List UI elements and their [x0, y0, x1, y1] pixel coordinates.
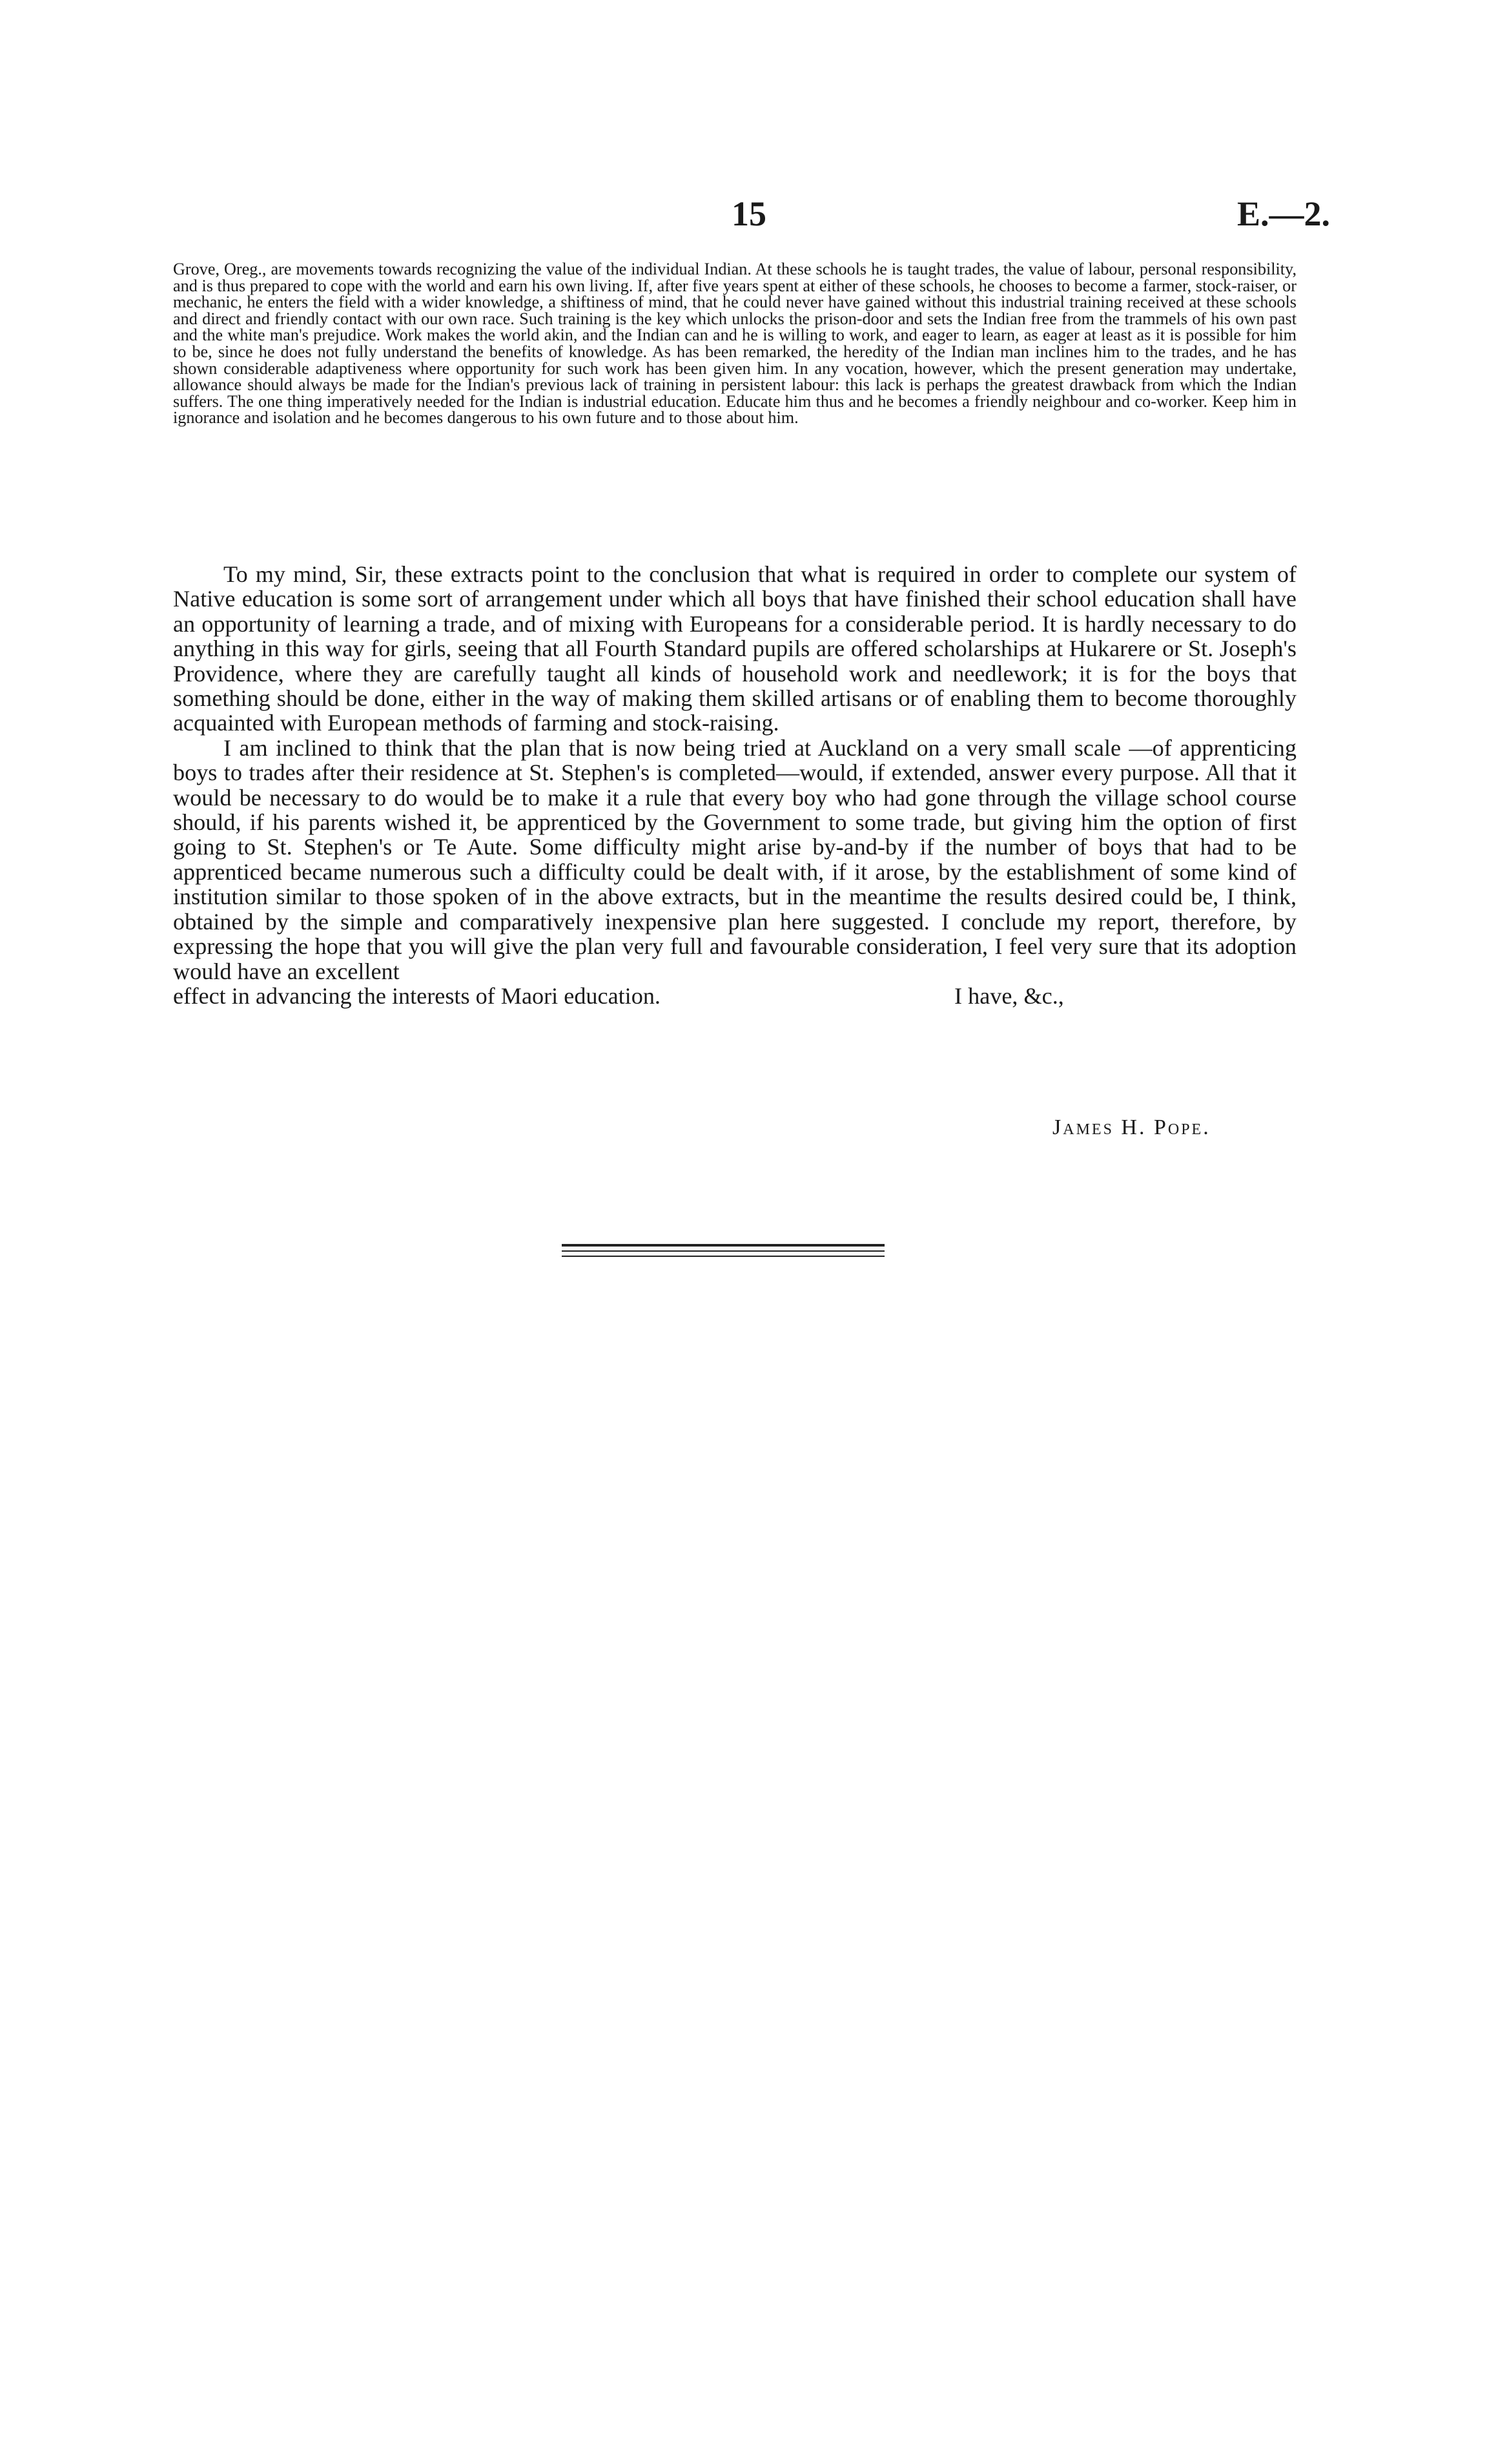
- closing-sentence: effect in advancing the interests of Maori education.: [173, 982, 661, 1009]
- closing-line: [173, 984, 1297, 1008]
- salutation: I have, &c.,: [954, 982, 1064, 1009]
- report-body: [173, 562, 1297, 1008]
- quoted-extract: Grove, Oreg., are movements towards recognizing the value of the individual Indian. At these schools he is taught trades, the value of labour, personal responsibility, and is thus prepared to cope with the world and earn his own living. If, after five years spent at either of these schools, he chooses to become a farmer, stock-raiser, or mechanic, he enters the field with a wider knowledge, a shiftiness of mind, that he could never have gained without this industrial training received at these schools and direct and friendly contact with our own race. Such training is the key which unlocks the prison-door and sets the Indian free from the trammels of his own past and the white man's prejudice. Work makes the world akin, and the Indian can and he is willing to work, and eager to learn, as eager at least as it is possible for him to be, since he does not fully understand the benefits of knowledge. As has been remarked, the heredity of the Indian man inclines him to the trades, and he has shown considerable adaptiveness where opportunity for such work has been given him. In any vocation, however, which the present generation may undertake, allowance should always be made for the Indian's previous lack of training in persistent labour: this lack is perhaps the greatest drawback from which the Indian suffers. The one thing imperatively needed for the Indian is industrial education. Educate him thus and he becomes a friendly neighbour and co-worker. Keep him in ignorance and isolation and he becomes dangerous to his own future and to those about him.: [173, 260, 1297, 428]
- series-code: E.—2.: [1236, 194, 1330, 233]
- paragraph-conclusion: To my mind, Sir, these extracts point to the conclusion that what is required in order to complete our system of Native education is some sort of arrangement under which all boys that have finished their school education shall have an opportunity of learning a trade, and of mixing with Europeans for a considerable period. It is hardly necessary to do anything in this way for girls, seeing that all Fourth Standard pupils are offered scholarships at Hukarere or St. Joseph's Providence, where they are carefully taught all kinds of household work and needlework; it is for the boys that something should be done, either in the way of making them skilled artisans or of enabling them to become thoroughly acquainted with European methods of farming and stock-raising.: [173, 561, 1297, 736]
- paragraph-apprenticeship-plan: I am inclined to think that the plan that is now being tried at Auckland on a very small scale —of apprenticing boys to trades after their residence at St. Stephen's is completed—would, if extended, answer every purpose. All that it would be necessary to do would be to make it a rule that every boy who had gone through the village school course should, if his parents wished it, be apprenticed by the Government to some trade, but giving him the option of first going to St. Stephen's or Te Aute. Some difficulty might arise by-and-by if the number of boys that had to be apprenticed became numerous such a difficulty could be dealt with, if it arose, by the establishment of some kind of institution similar to those spoken of in the above extracts, but in the meantime the results desired could be, I think, obtained by the simple and comparatively inexpensive plan here suggested. I conclude my report, therefore, by expressing the hope that you will give the plan very full and favourable consideration, I feel very sure that its adoption would have an excellent: [173, 734, 1297, 984]
- page-number: 15: [732, 194, 766, 233]
- end-rule-thin: [562, 1256, 885, 1257]
- signature: James H. Pope.: [1052, 1115, 1211, 1139]
- end-rule-thin: [562, 1250, 885, 1252]
- end-rule-thick: [562, 1244, 885, 1247]
